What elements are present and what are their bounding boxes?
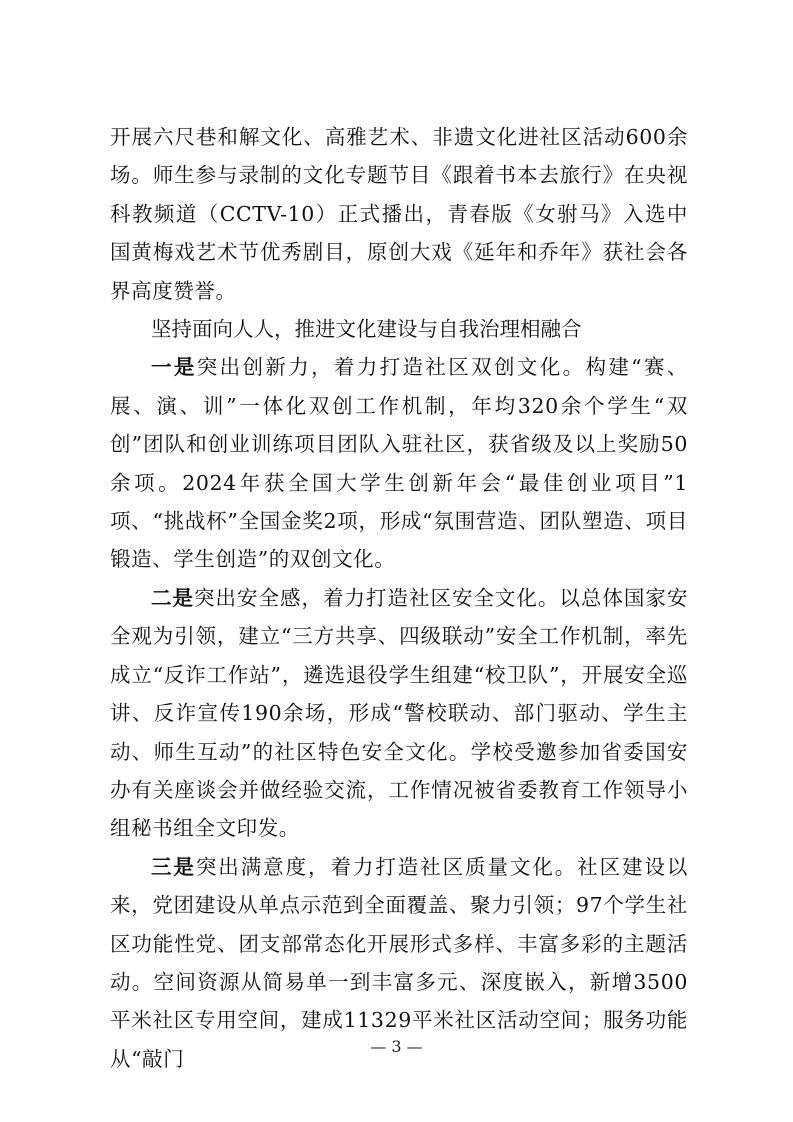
paragraph-text: 突出满意度，着力打造社区质量文化。社区建设以来，党团建设从单点示范到全面覆盖、聚力引领；97个学生社区功能性党、团支部常态化开展形式多样、丰富多彩的主题活动。空间资源从简易单一到丰富多元、深度嵌入，新增3500平米社区专用空间，建成11329平米社区活动空间；服务功能从“敲门 (110, 854, 689, 1071)
paragraph-item-2 (110, 579, 688, 848)
paragraph-lead: 三是 (151, 854, 196, 879)
paragraph-item-1 (110, 348, 688, 578)
paragraph-lead: 一是 (151, 355, 197, 380)
paragraph-text: 突出安全感，着力打造社区安全文化。以总体国家安全观为引领，建立“三方共享、四级联动”安全工作机制，率先成立“反诈工作站”，遴选退役学生组建“校卫队”，开展安全巡讲、反诈宣传190余场，形成“警校联动、部门驱动、学生主动、师生互动”的社区特色安全文化。学校受邀参加省委国安办有关座谈会并做经验交流，工作情况被省委教育工作领导小组秘书组全文印发。 (110, 585, 688, 841)
paragraph-lead: 二是 (151, 585, 194, 610)
paragraph-text: 突出创新力，着力打造社区双创文化。构建“赛、展、演、训”一体化双创工作机制，年均320余个学生“双创”团队和创业训练项目团队入驻社区，获省级及以上奖励50余项。2024年获全国大学生创新年会“最佳创业项目”1项、“挑战杯”全国金奖2项，形成“氛围营造、团队塑造、项目锻造、学生创造”的双创文化。 (110, 355, 688, 572)
document-body (110, 118, 688, 1078)
page-number: — 3 — (370, 1037, 423, 1056)
intro-paragraph: 开展六尺巷和解文化、高雅艺术、非遗文化进社区活动600余场。师生参与录制的文化专题节目《跟着书本去旅行》在央视科教频道（CCTV-10）正式播出，青春版《女驸马》入选中国黄梅戏艺术节优秀剧目，原创大戏《延年和乔年》获社会各界高度赞誉。 (110, 125, 688, 303)
section-heading: 坚持面向人人，推进文化建设与自我治理相融合 (151, 317, 582, 342)
